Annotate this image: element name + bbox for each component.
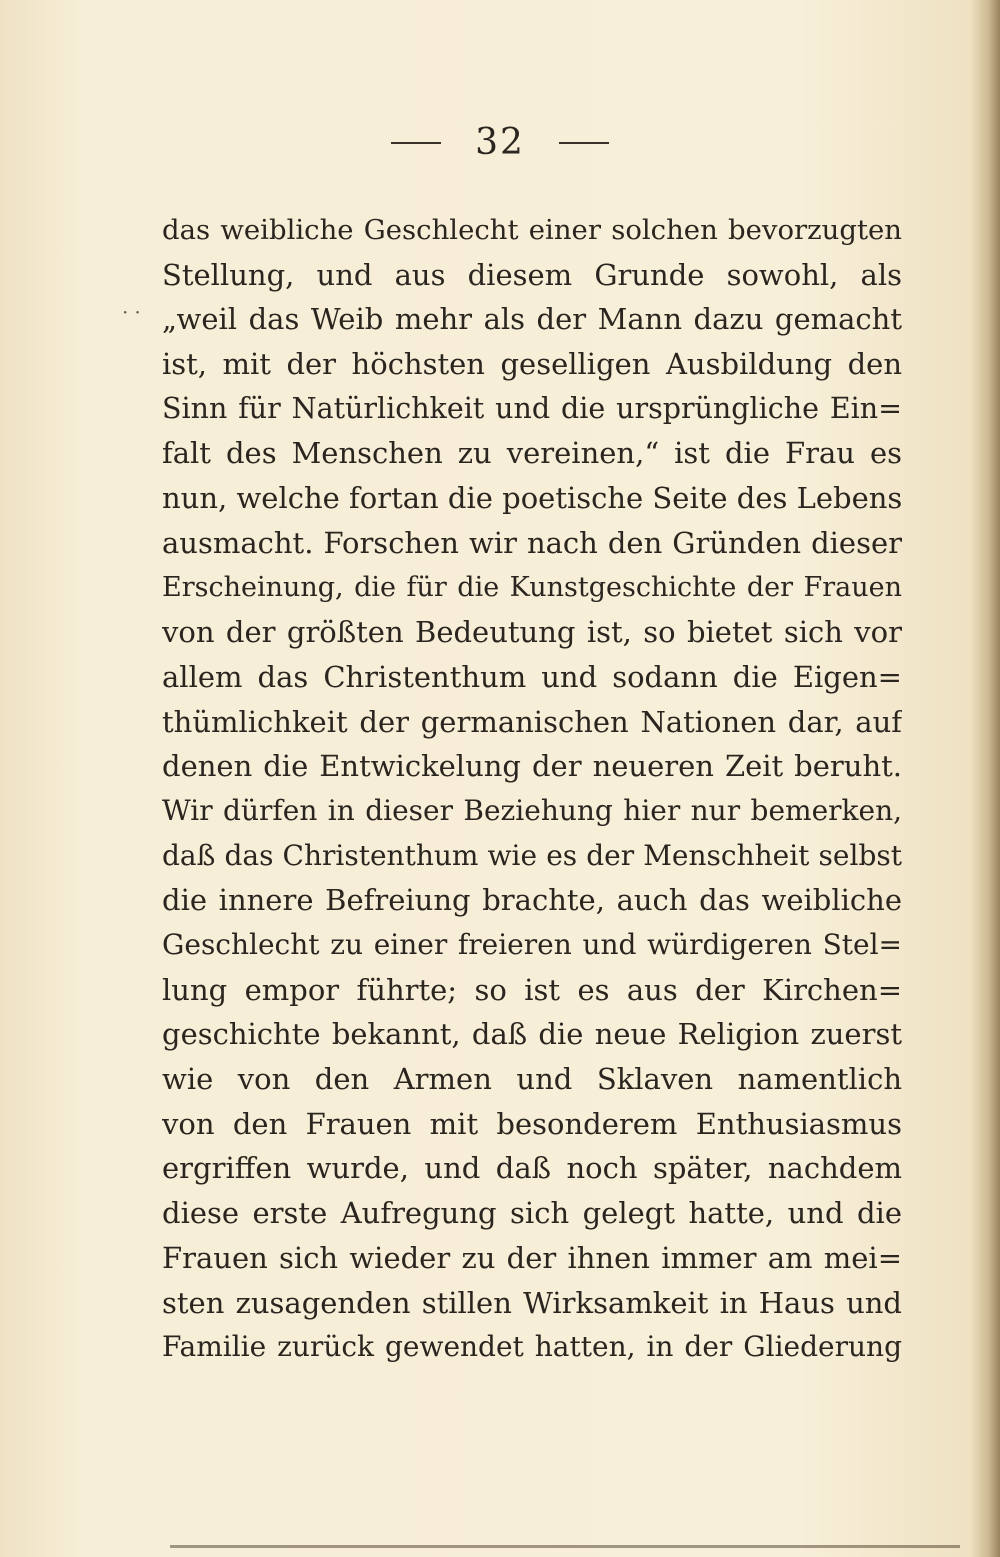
page-edge-shadow xyxy=(970,0,1000,1557)
text-line: ist, mit der höchsten geselligen Ausbildung den xyxy=(162,347,902,382)
page-header xyxy=(0,118,1000,168)
text-line: diese erste Aufregung sich gelegt hatte, und die xyxy=(162,1196,902,1231)
text-line: das weibliche Geschlecht einer solchen bevorzugten xyxy=(162,214,902,246)
text-line: allem das Christenthum und sodann die Eigen= xyxy=(162,659,902,694)
text-line: Familie zurück gewendet hatten, in der Gliederung xyxy=(162,1330,902,1364)
text-line: wie von den Armen und Sklaven namentlich xyxy=(162,1062,902,1097)
text-line: von der größten Bedeutung ist, so bietet sich vor xyxy=(162,615,902,650)
margin-mark: ·· xyxy=(122,300,147,324)
text-line: Wir dürfen in dieser Beziehung hier nur bemerken, xyxy=(162,793,902,827)
bottom-rule xyxy=(170,1545,960,1548)
text-line: Sinn für Natürlichkeit und die ursprüngliche Ein= xyxy=(162,391,902,425)
text-line: falt des Menschen zu vereinen,“ ist die Frau es xyxy=(162,436,902,471)
page-number: 32 xyxy=(475,122,525,163)
text-line: lung empor führte; so ist es aus der Kirchen= xyxy=(162,972,902,1007)
text-line: nun, welche fortan die poetische Seite des Lebens xyxy=(162,481,902,516)
text-line: „weil das Weib mehr als der Mann dazu gemacht xyxy=(162,302,902,337)
text-line: die innere Befreiung brachte, auch das weibliche xyxy=(162,883,902,918)
text-line: ergriffen wurde, und daß noch später, nachdem xyxy=(162,1151,902,1186)
text-line: geschichte bekannt, daß die neue Religion zuerst xyxy=(162,1017,902,1052)
text-line: Stellung, und aus diesem Grunde sowohl, als xyxy=(162,257,902,292)
text-line: Frauen sich wieder zu der ihnen immer am mei= xyxy=(162,1240,902,1275)
header-dash-right xyxy=(559,142,609,144)
body-text xyxy=(162,208,902,1370)
text-line: Erscheinung, die für die Kunstgeschichte der Frauen xyxy=(162,571,902,603)
text-line: denen die Entwickelung der neueren Zeit beruht. xyxy=(162,749,902,784)
text-line: Geschlecht zu einer freieren und würdigeren Stel= xyxy=(162,928,902,961)
text-line: von den Frauen mit besonderem Enthusiasmus xyxy=(162,1106,902,1141)
text-line: daß das Christenthum wie es der Menschheit selbst xyxy=(162,838,902,872)
text-line: sten zusagenden stillen Wirksamkeit in Haus und xyxy=(162,1285,902,1320)
header-dash-left xyxy=(391,142,441,144)
text-line: ausmacht. Forschen wir nach den Gründen dieser xyxy=(162,525,902,560)
text-line: thümlichkeit der germanischen Nationen dar, auf xyxy=(162,704,902,739)
